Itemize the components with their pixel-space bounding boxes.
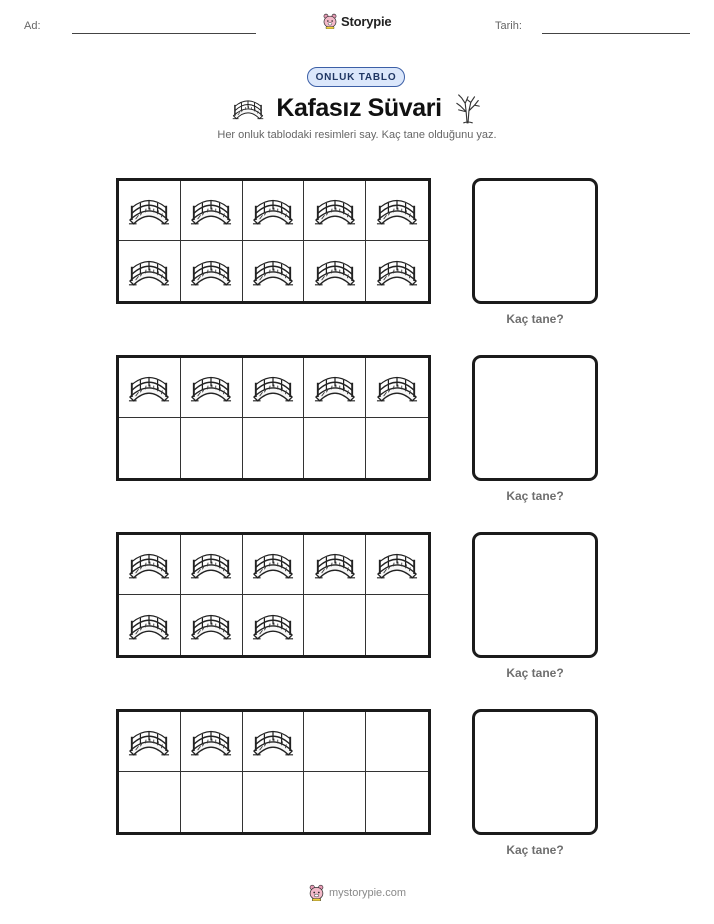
wooden-bridge-icon xyxy=(190,371,232,404)
ten-frame-cell xyxy=(304,535,366,595)
ten-frame-cell xyxy=(181,181,243,241)
ten-frame-cell xyxy=(181,595,243,655)
ten-frame-cell xyxy=(119,595,181,655)
ten-frame-cell xyxy=(181,241,243,301)
question-label-4: Kaç tane? xyxy=(506,843,564,857)
wooden-bridge-icon xyxy=(314,548,356,581)
title-row xyxy=(0,90,714,126)
ten-frame-cell xyxy=(304,418,366,478)
ten-frame-3 xyxy=(116,532,431,658)
ten-frame-cell xyxy=(119,418,181,478)
wooden-bridge-icon xyxy=(376,371,418,404)
answer-box-1[interactable] xyxy=(472,178,598,304)
footer xyxy=(0,884,714,901)
date-field[interactable] xyxy=(542,33,690,34)
storypie-mascot-icon xyxy=(308,884,325,901)
wooden-bridge-icon xyxy=(128,725,170,758)
wooden-bridge-icon xyxy=(252,255,294,288)
wooden-bridge-icon xyxy=(190,725,232,758)
ten-frame-cell xyxy=(119,181,181,241)
wooden-bridge-icon xyxy=(190,609,232,642)
name-field[interactable] xyxy=(72,33,256,34)
ten-frame-cell xyxy=(366,535,428,595)
wooden-bridge-icon xyxy=(190,194,232,227)
ten-frame-cell xyxy=(366,595,428,655)
wooden-bridge-icon xyxy=(190,548,232,581)
answer-box-2[interactable] xyxy=(472,355,598,481)
ten-frame-cell xyxy=(304,241,366,301)
ten-frame-2 xyxy=(116,355,431,481)
wooden-bridge-icon xyxy=(376,548,418,581)
ten-frame-1 xyxy=(116,178,431,304)
wooden-bridge-icon xyxy=(252,609,294,642)
worksheet-title: Kafasız Süvari xyxy=(276,93,442,122)
ten-frame-cell xyxy=(304,712,366,772)
ten-frame-cell xyxy=(304,772,366,832)
answer-box-3[interactable] xyxy=(472,532,598,658)
wooden-bridge-icon xyxy=(314,194,356,227)
name-label: Ad: xyxy=(24,20,41,32)
wooden-bridge-icon xyxy=(128,194,170,227)
wooden-bridge-icon xyxy=(128,548,170,581)
question-label-2: Kaç tane? xyxy=(506,489,564,503)
wooden-bridge-icon xyxy=(314,371,356,404)
date-label: Tarih: xyxy=(495,20,522,32)
ten-frame-cell xyxy=(243,535,305,595)
wooden-bridge-icon xyxy=(252,194,294,227)
bare-tree-icon xyxy=(454,92,482,124)
ten-frame-cell xyxy=(243,358,305,418)
storypie-logo xyxy=(322,13,391,29)
question-label-1: Kaç tane? xyxy=(506,312,564,326)
wooden-bridge-icon xyxy=(190,255,232,288)
ten-frame-cell xyxy=(181,418,243,478)
ten-frame-cell xyxy=(366,181,428,241)
ten-frame-cell xyxy=(243,595,305,655)
ten-frame-cell xyxy=(119,358,181,418)
wooden-bridge-icon xyxy=(232,96,264,121)
answer-box-4[interactable] xyxy=(472,709,598,835)
storypie-mascot-icon xyxy=(322,13,338,29)
wooden-bridge-icon xyxy=(252,725,294,758)
ten-frame-cell xyxy=(304,595,366,655)
ten-frame-4 xyxy=(116,709,431,835)
footer-url: mystorypie.com xyxy=(328,886,407,899)
wooden-bridge-icon xyxy=(252,548,294,581)
logo-text: Storypie xyxy=(341,13,392,29)
ten-frame-cell xyxy=(181,358,243,418)
wooden-bridge-icon xyxy=(252,371,294,404)
ten-frame-cell xyxy=(243,418,305,478)
wooden-bridge-icon xyxy=(376,255,418,288)
ten-frame-cell xyxy=(366,712,428,772)
instructions: Her onluk tablodaki resimleri say. Kaç tane olduğunu yaz. xyxy=(217,129,497,141)
ten-frame-cell xyxy=(119,712,181,772)
ten-frame-cell xyxy=(366,772,428,832)
ten-frame-cell xyxy=(119,772,181,832)
ten-frame-cell xyxy=(304,358,366,418)
wooden-bridge-icon xyxy=(128,255,170,288)
ten-frame-cell xyxy=(243,712,305,772)
wooden-bridge-icon xyxy=(376,194,418,227)
ten-frame-cell xyxy=(181,535,243,595)
ten-frame-cell xyxy=(366,418,428,478)
wooden-bridge-icon xyxy=(128,609,170,642)
ten-frame-cell xyxy=(119,535,181,595)
ten-frame-cell xyxy=(243,241,305,301)
wooden-bridge-icon xyxy=(314,255,356,288)
wooden-bridge-icon xyxy=(128,371,170,404)
ten-frame-cell xyxy=(366,241,428,301)
ten-frame-cell xyxy=(243,181,305,241)
worksheet-badge: ONLUK TABLO xyxy=(307,67,405,87)
ten-frame-cell xyxy=(366,358,428,418)
question-label-3: Kaç tane? xyxy=(506,666,564,680)
ten-frame-cell xyxy=(181,772,243,832)
ten-frame-cell xyxy=(119,241,181,301)
ten-frame-cell xyxy=(304,181,366,241)
ten-frame-cell xyxy=(243,772,305,832)
ten-frame-cell xyxy=(181,712,243,772)
